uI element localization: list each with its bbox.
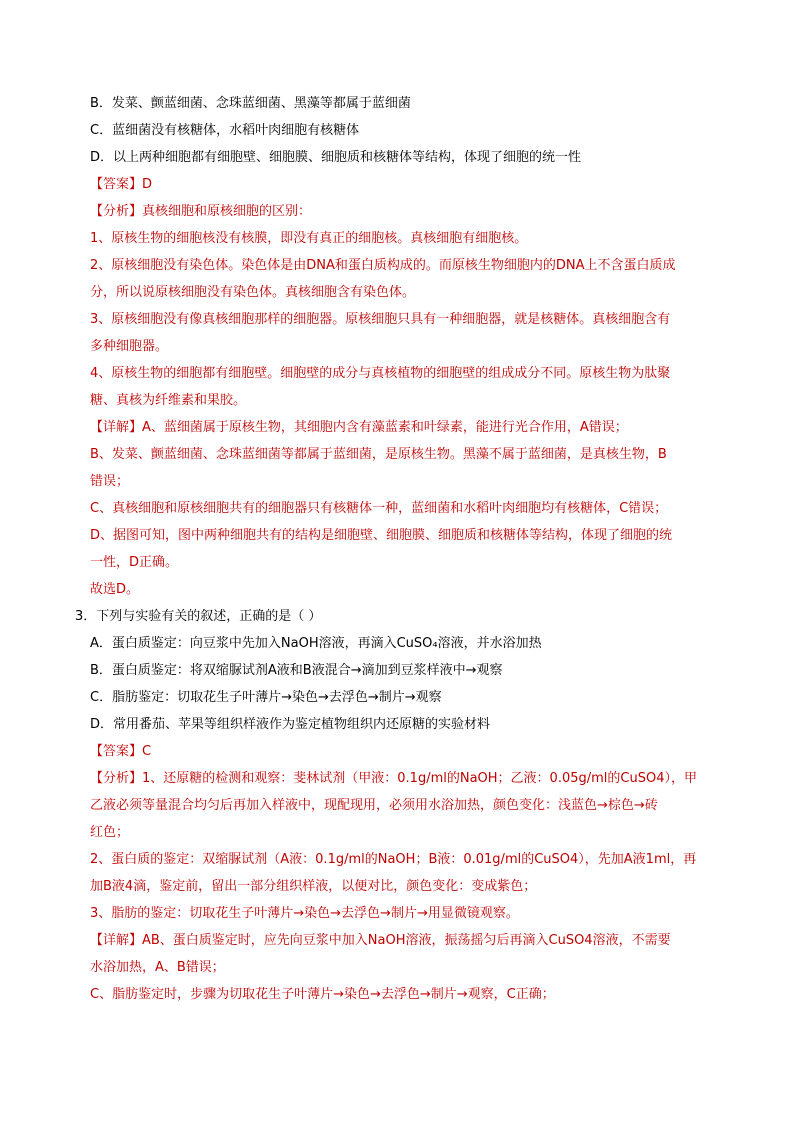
option-d-line: D．常用番茄、苹果等组织样液作为鉴定植物组织内还原糖的实验材料 <box>90 717 491 732</box>
detail-line: D、据图可知，图中两种细胞共有的结构是细胞壁、细胞膜、细胞质和核糖体等结构，体现了细胞的统 <box>90 528 673 543</box>
option-d-line: D．以上两种细胞都有细胞壁、细胞膜、细胞质和核糖体等结构，体现了细胞的统一性 <box>90 150 582 165</box>
detail-line: C、真核细胞和原核细胞共有的细胞器只有核糖体一种，蓝细菌和水稻叶肉细胞均有核糖体，C错误； <box>90 501 668 516</box>
analysis-line: 【分析】1、还原糖的检测和观察：斐林试剂（甲液：0.1g/ml的NaOH；乙液：0.05g/ml的CuSO4），甲 <box>90 771 697 786</box>
option-b-line: B．发菜、颤蓝细菌、念珠蓝细菌、黑藻等都属于蓝细菌 <box>90 96 411 111</box>
answer-line: 【答案】D <box>90 177 153 192</box>
option-b-line: B．蛋白质鉴定：将双缩脲试剂A液和B液混合→滴加到豆浆样液中→观察 <box>90 663 503 678</box>
analysis-line: 加B液4滴，鉴定前，留出一部分组织样液，以便对比，颜色变化：变成紫色； <box>90 879 537 894</box>
option-c-line: C．蓝细菌没有核糖体，水稻叶肉细胞有核糖体 <box>90 123 360 138</box>
detail-line: 水浴加热，A、B错误； <box>90 960 225 975</box>
detail-line: 一性，D正确。 <box>90 555 179 570</box>
detail-line: B、发菜、颤蓝细菌、念珠蓝细菌等都属于蓝细菌，是原核生物。黑藻不属于蓝细菌，是真核生物，B <box>90 447 667 462</box>
analysis-line: 1、原核生物的细胞核没有核膜，即没有真正的细胞核。真核细胞有细胞核。 <box>90 231 528 246</box>
analysis-line: 糖、真核为纤维素和果胶。 <box>90 393 247 408</box>
detail-line: 【详解】A、蓝细菌属于原核生物，其细胞内含有藻蓝素和叶绿素，能进行光合作用，A错误； <box>90 420 628 435</box>
detail-line: 【详解】AB、蛋白质鉴定时，应先向豆浆中加入NaOH溶液，振荡摇匀后再滴入CuSO4溶液，不需要 <box>90 933 671 948</box>
detail-line: 错误； <box>90 474 130 489</box>
analysis-line: 3、脂肪的鉴定：切取花生子叶薄片→染色→去浮色→制片→用显微镜观察。 <box>90 906 519 921</box>
analysis-line: 3、原核细胞没有像真核细胞那样的细胞器。原核细胞只具有一种细胞器，就是核糖体。真核细胞含有 <box>90 312 671 327</box>
question-3-stem: 3．下列与实验有关的叙述，正确的是（ ） <box>75 609 322 624</box>
analysis-heading: 【分析】真核细胞和原核细胞的区别： <box>90 204 312 219</box>
analysis-line: 红色； <box>90 825 130 840</box>
option-c-line: C．脂肪鉴定：切取花生子叶薄片→染色→去浮色→制片→观察 <box>90 690 442 705</box>
analysis-line: 4、原核生物的细胞都有细胞壁。细胞壁的成分与真核植物的细胞壁的组成成分不同。原核生物为肽聚 <box>90 366 671 381</box>
option-a-line: A．蛋白质鉴定：向豆浆中先加入NaOH溶液，再滴入CuSO₄溶液，并水浴加热 <box>90 636 542 651</box>
analysis-line: 2、蛋白质的鉴定：双缩脲试剂（A液：0.1g/ml的NaOH；B液：0.01g/ml的CuSO4），先加A液1ml，再 <box>90 852 697 867</box>
conclusion-line: 故选D。 <box>90 582 140 597</box>
analysis-line: 多种细胞器。 <box>90 339 169 354</box>
analysis-line: 2、原核细胞没有染色体。染色体是由DNA和蛋白质构成的。而原核生物细胞内的DNA上不含蛋白质成 <box>90 258 676 273</box>
answer-line: 【答案】C <box>90 744 152 759</box>
detail-line: C、脂肪鉴定时，步骤为切取花生子叶薄片→染色→去浮色→制片→观察，C正确； <box>90 987 555 1002</box>
analysis-line: 乙液必须等量混合均匀后再加入样液中，现配现用，必须用水浴加热，颜色变化：浅蓝色→棕色→砖 <box>90 798 658 813</box>
analysis-line: 分，所以说原核细胞没有染色体。真核细胞含有染色体。 <box>90 285 416 300</box>
